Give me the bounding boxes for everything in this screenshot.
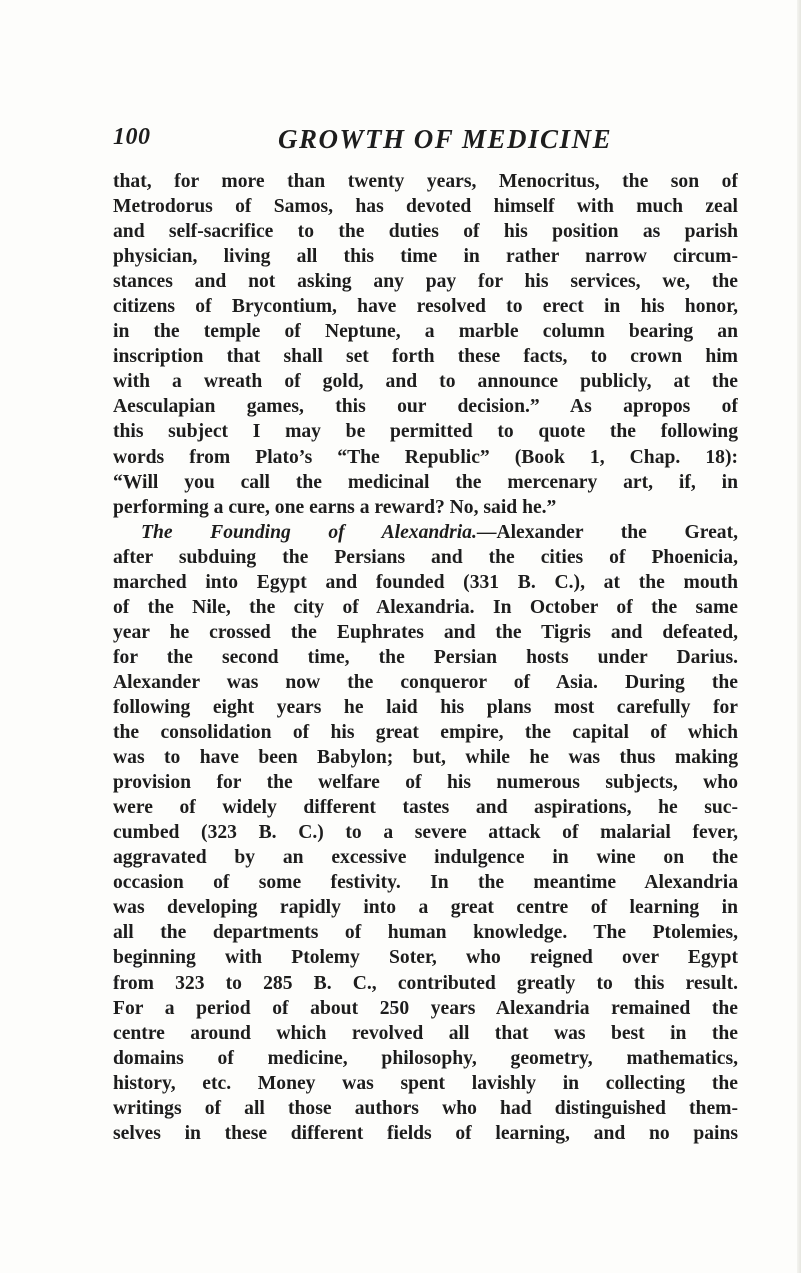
text-line: performing a cure, one earns a reward? No, said he.” [113, 496, 557, 518]
text-line: were of widely different tastes and aspirations, he suc- [113, 797, 738, 819]
text-line: stances and not asking any pay for his services, we, the [113, 271, 738, 293]
text-line: with a wreath of gold, and to announce publicly, at the [113, 371, 738, 393]
section-heading-continuation: —Alexander the Great, [476, 521, 738, 543]
text-line: was developing rapidly into a great centre of learning in [113, 897, 738, 919]
text-line: and self-sacrifice to the duties of his position as parish [113, 221, 738, 243]
text-line: writings of all those authors who had distinguished them- [113, 1097, 738, 1119]
text-line: was to have been Babylon; but, while he was thus making [113, 747, 738, 769]
text-line: domains of medicine, philosophy, geometry, mathematics, [113, 1047, 738, 1069]
page-header [113, 124, 733, 164]
text-line: cumbed (323 B. C.) to a severe attack of malarial fever, [113, 822, 738, 844]
text-line: For a period of about 250 years Alexandria remained the [113, 997, 738, 1019]
text-line: words from Plato’s “The Republic” (Book 1, Chap. 18): [113, 446, 738, 468]
text-line: of the Nile, the city of Alexandria. In October of the same [113, 596, 738, 618]
text-line: selves in these different fields of learning, and no pains [113, 1122, 738, 1144]
text-line: this subject I may be permitted to quote the following [113, 421, 738, 443]
text-line: physician, living all this time in rather narrow circum- [113, 246, 738, 268]
text-line: year he crossed the Euphrates and the Tigris and defeated, [113, 621, 738, 643]
text-line: the consolidation of his great empire, the capital of which [113, 722, 738, 744]
text-line: that, for more than twenty years, Menocritus, the son of [113, 171, 738, 192]
text-line: citizens of Brycontium, have resolved to erect in his honor, [113, 296, 738, 318]
text-line: inscription that shall set forth these facts, to crown him [113, 346, 738, 368]
text-line: in the temple of Neptune, a marble column bearing an [113, 321, 738, 343]
section-heading-line [113, 520, 738, 545]
text-line: marched into Egypt and founded (331 B. C.), at the mouth [113, 571, 738, 593]
text-line: history, etc. Money was spent lavishly in collecting the [113, 1072, 738, 1094]
text-line: all the departments of human knowledge. The Ptolemies, [113, 922, 738, 944]
text-line: beginning with Ptolemy Soter, who reigned over Egypt [113, 947, 738, 969]
text-line: aggravated by an excessive indulgence in wine on the [113, 847, 738, 869]
text-line: provision for the welfare of his numerous subjects, who [113, 772, 738, 794]
text-line: after subduing the Persians and the cities of Phoenicia, [113, 546, 738, 568]
text-line: from 323 to 285 B. C., contributed greatly to this result. [113, 972, 738, 994]
page-number: 100 [113, 124, 151, 150]
text-line: following eight years he laid his plans most carefully for [113, 696, 738, 718]
text-line: Metrodorus of Samos, has devoted himself with much zeal [113, 196, 738, 218]
text-line: centre around which revolved all that was best in the [113, 1022, 738, 1044]
text-line: “Will you call the medicinal the mercenary art, if, in [113, 471, 738, 493]
page-edge-shadow [797, 0, 801, 1273]
text-line: for the second time, the Persian hosts under Darius. [113, 646, 738, 668]
section-heading: The Founding of Alexandria. [141, 521, 477, 543]
text-line: Aesculapian games, this our decision.” As apropos of [113, 396, 738, 418]
text-line: occasion of some festivity. In the meantime Alexandria [113, 872, 738, 894]
body-text [113, 169, 738, 1146]
text-line: Alexander was now the conqueror of Asia. During the [113, 671, 738, 693]
running-title: GROWTH OF MEDICINE [278, 124, 613, 154]
